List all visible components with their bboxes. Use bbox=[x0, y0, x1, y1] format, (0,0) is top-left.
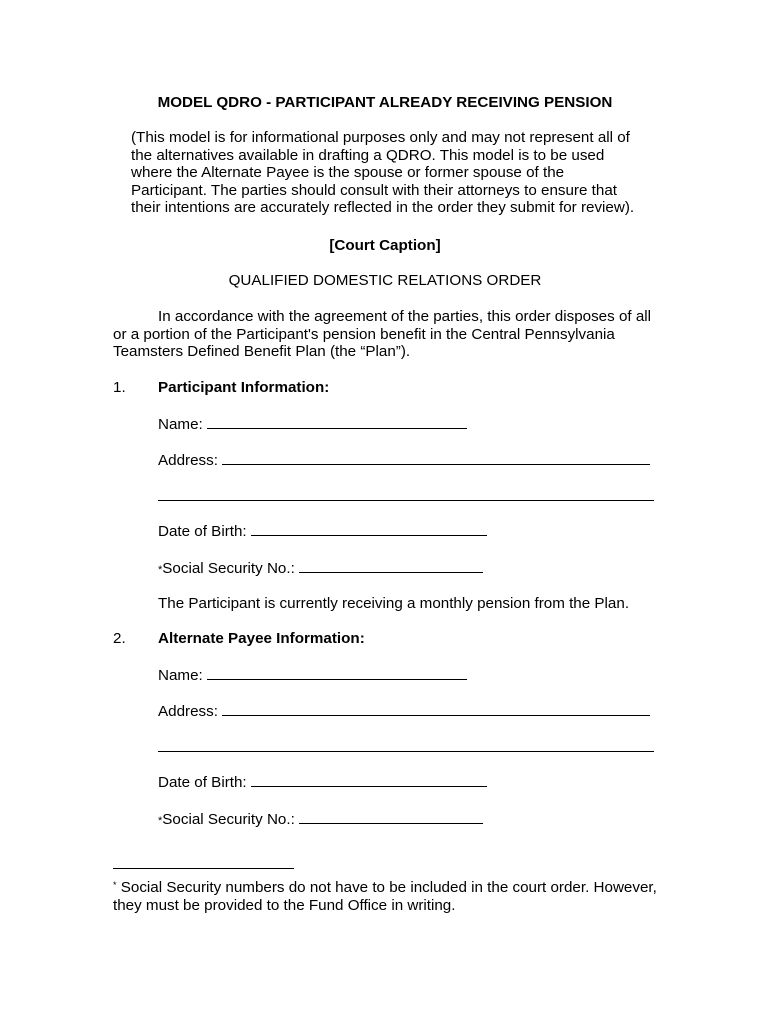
ssn-asterisk: * bbox=[158, 564, 163, 576]
participant-address-blank[interactable] bbox=[222, 451, 650, 465]
intro-line: Teamsters Defined Benefit Plan (the “Plan”). bbox=[113, 343, 411, 360]
dob-label: Date of Birth: bbox=[158, 774, 247, 791]
participant-ssn-field bbox=[158, 559, 483, 580]
payee-address-field bbox=[158, 702, 650, 721]
payee-name-field bbox=[158, 666, 467, 685]
payee-dob-blank[interactable] bbox=[251, 773, 487, 787]
intro-line: In accordance with the agreement of the parties, this order disposes of all bbox=[158, 308, 652, 325]
participant-dob-blank[interactable] bbox=[251, 522, 487, 536]
order-heading: QUALIFIED DOMESTIC RELATIONS ORDER bbox=[228, 272, 542, 289]
participant-name-blank[interactable] bbox=[207, 415, 467, 429]
dob-label: Date of Birth: bbox=[158, 523, 247, 540]
payee-ssn-blank[interactable] bbox=[299, 810, 483, 824]
intro-line: or a portion of the Participant's pension benefit in the Central Pennsylvania bbox=[113, 325, 615, 343]
document-title: MODEL QDRO - PARTICIPANT ALREADY RECEIVING PENSION bbox=[157, 94, 613, 111]
payee-dob-field bbox=[158, 773, 487, 792]
name-label: Name: bbox=[158, 416, 203, 433]
disclaimer-line: Participant. The parties should consult with their attorneys to ensure that bbox=[131, 181, 617, 199]
disclaimer-line: their intentions are accurately reflected in the order they submit for review). bbox=[131, 199, 635, 216]
footnote-marker: * bbox=[113, 880, 117, 890]
name-label: Name: bbox=[158, 667, 203, 684]
participant-ssn-blank[interactable] bbox=[299, 559, 483, 573]
participant-name-field bbox=[158, 415, 467, 434]
footnote-line: they must be provided to the Fund Office in writing. bbox=[113, 896, 456, 914]
disclaimer-paragraph bbox=[131, 129, 651, 217]
payee-address-line-2[interactable] bbox=[158, 751, 654, 752]
disclaimer-line: (This model is for informational purposes only and may not represent all of bbox=[131, 129, 630, 146]
participant-address-field bbox=[158, 451, 650, 470]
participant-dob-field bbox=[158, 522, 487, 541]
court-caption: [Court Caption] bbox=[329, 237, 441, 254]
ssn-asterisk: * bbox=[158, 815, 163, 827]
footnote bbox=[113, 879, 673, 914]
intro-paragraph bbox=[113, 308, 673, 361]
footnote-text: Social Security numbers do not have to be included in the court order. However, bbox=[120, 879, 657, 896]
payee-name-blank[interactable] bbox=[207, 666, 467, 680]
section-1-title: Participant Information: bbox=[158, 379, 330, 396]
address-label: Address: bbox=[158, 703, 218, 720]
ssn-label: Social Security No.: bbox=[162, 560, 295, 577]
participant-address-line-2[interactable] bbox=[158, 500, 654, 501]
section-1-number: 1. bbox=[113, 379, 126, 396]
participant-pension-statement: The Participant is currently receiving a monthly pension from the Plan. bbox=[158, 595, 630, 612]
footnote-line bbox=[113, 879, 673, 897]
ssn-label: Social Security No.: bbox=[162, 811, 295, 828]
section-2-number: 2. bbox=[113, 630, 126, 647]
footnote-separator bbox=[113, 868, 294, 869]
payee-address-blank[interactable] bbox=[222, 702, 650, 716]
disclaimer-line: the alternatives available in drafting a QDRO. This model is to be used bbox=[131, 146, 605, 164]
section-2-title: Alternate Payee Information: bbox=[158, 630, 365, 647]
address-label: Address: bbox=[158, 452, 218, 469]
payee-ssn-field bbox=[158, 810, 483, 831]
disclaimer-line: where the Alternate Payee is the spouse or former spouse of the bbox=[131, 164, 565, 181]
